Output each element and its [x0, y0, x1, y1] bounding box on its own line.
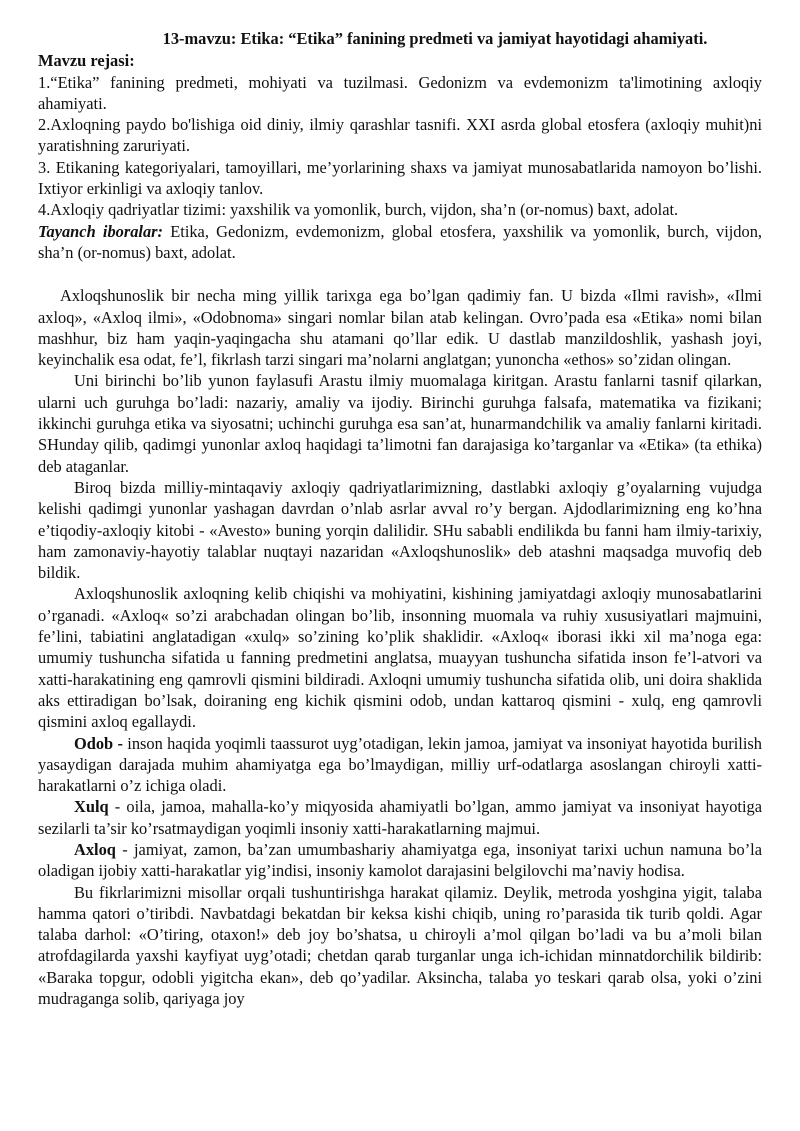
keywords-text: Etika, Gedonizm, evdemonizm, global etosfera, yaxshilik va yomonlik, burch, vijdon, sha’n (or-nomus) baxt, adolat. [38, 221, 762, 262]
definition-term: Axloq [74, 839, 116, 859]
plan-item: 3. Etikaning kategoriyalari, tamoyillari, me’yorlarining shaxs va jamiyat munosabatlarida namoyon bo’lishi. Ixtiyor erkinligi va axloqiy tanlov. [38, 157, 762, 199]
plan-heading: Mavzu rejasi: [38, 51, 135, 71]
document-title: 13-mavzu: Etika: “Etika” fanining predmeti va jamiyat hayotidagi ahamiyati. [162, 29, 708, 48]
definition-text: inson haqida yoqimli taassurot uyg’otadigan, lekin jamoa, jamiyat va insoniyat hayotida burilish yasaydigan darajada muhim ahamiyatga ega bo’lmaydigan, milliy urf-odatlarga asoslangan chiroyli xatti-harakatlarni o’z ichiga oladi. [38, 733, 762, 796]
definition-term: Xulq [74, 797, 109, 817]
body-paragraph: Axloqshunoslik axloqning kelib chiqishi va mohiyatini, kishining jamiyatdagi axloqiy munosabatlarini o’rganadi. «Axloq« so’zi arabchadan olingan bo’lib, insonning muomala va ruhiy xususiyatlari majmuini, fe’lini, tabiatini anglatadigan «xulq» so’zining ko’plik shaklidir. «Axloq« iborasi ikki xil ma’noga ega: umumiy tushuncha sifatida u fanning predmetini anglatsa, muayyan tushuncha sifatida inson fe’l-atvori va xatti-harakatining eng qamrovli qismini bildiradi. Axloqni umumiy tushuncha sifatida olib, uni doira shaklida aks ettiradigan bo’lsak, doiraning eng kichik qismini odob, undan kattaroq qismini - xulq, eng qamrovli qismini axloq egallaydi. [38, 584, 762, 732]
plan-item: 4.Axloqiy qadriyatlar tizimi: yaxshilik va yomonlik, burch, vijdon, sha’n (or-nomus) baxt, adolat. [38, 200, 679, 220]
definition-axloq [38, 839, 762, 882]
section-spacer [38, 263, 762, 285]
definition-odob [38, 733, 762, 797]
body-paragraph: Axloqshunoslik bir necha ming yillik tarixga ega bo’lgan qadimiy fan. U bizda «Ilmi ravish», «Ilmi axloq», «Axloq ilmi», «Odobnoma» singari nomlar bilan atab kelingan. Ovro’pada esa «Etika» nomi bilan mashhur, biz ham yaqin-yaqingacha shu atamani qo’llar edik. U dastlab manzildoshlik, yashash joyi, keyinchalik esa odat, fe’l, fikrlash tarzi singari ma’nolarni anglatgan; yunoncha «ethos» so’zidan olingan. [38, 286, 762, 370]
plan-item: 1.“Etika” fanining predmeti, mohiyati va tuzilmasi. Gedonizm va evdemonizm ta'limotining axloqiy ahamiyati. [38, 72, 762, 113]
body-paragraph: Biroq bizda milliy-mintaqaviy axloqiy qadriyatlarimizning, dastlabki axloqiy g’oyalarning vujudga kelishi qadimgi yunonlar yashagan davrdan o’nlab asrlar avval ro’y bergan. Ajdodlarimizning eng ko’hna e’tiqodiy-axloqiy kitobi - «Avesto» buning yorqin dalilidir. SHu sababli endilikda bu fanni ham ilmiy-tarixiy, ham zamonaviy-hayotiy talablar nuqtayi nazaridan «Axloqshunoslik» deb atashni maqsadga muvofiq deb bildik. [38, 477, 762, 583]
plan-item: 2.Axloqning paydo bo'lishiga oid diniy, ilmiy qarashlar tasnifi. XXI asrda global etosfera (axloqiy muhit)ni yaratishning zaruriyati. [38, 115, 762, 156]
body-paragraph: Bu fikrlarimizni misollar orqali tushuntirishga harakat qilamiz. Deylik, metroda yoshgina yigit, talaba hamma qatori o’tiribdi. Navbatdagi bekatdan bir keksa kishi chiqib, uning ro’parasida tik turib qoldi. Agar talaba darhol: «O’tiring, otaxon!» deb joy bo’shatsa, u chiroyli a’mol qilgan bo’ladi va bu a’moli bilan atrofdagilarda yaxshi kayfiyat uyg’otadi; chetdan qarab turganlar unga ich-ichidan minnatdorchilik bildirib: «Baraka topgur, odobli yigitcha ekan», deb qo’yadilar. Aksincha, talaba yo teskari qarab olsa, yoki o’zini mudraganga solib, qariyaga joy [38, 882, 762, 1009]
keywords-paragraph [38, 221, 762, 264]
body-paragraph: Uni birinchi bo’lib yunon faylasufi Arastu ilmiy muomalaga kiritgan. Arastu fanlarni tasnif qilarkan, ularni uch guruhga bo’ladi: nazariy, amaliy va ijodiy. Birinchi guruhga falsafa, matematika va fizikani; ikkinchi guruhga etika va siyosatni; uchinchi guruhga esa san’at, hunarmandchilik va amaliy fanlarni kiritadi. SHunday qilib, qadimgi yunonlar axloq haqidagi ta’limotni fan darajasiga ko’targanlar va «Etika» (ta ethika) deb ataganlar. [38, 371, 762, 476]
keywords-label: Tayanch iboralar: [38, 221, 164, 241]
definition-text: - oila, jamoa, mahalla-ko’y miqyosida ahamiyatli bo’lgan, ammo jamiyat va insoniyat hayotiga sezilarli ta’sir ko’rsatmaydigan yoqimli insoniy xatti-harakatlarning majmui. [38, 797, 762, 838]
definition-text: - jamiyat, zamon, ba’zan umumbashariy ahamiyatga ega, insoniyat tarixi uchun namuna bo’la oladigan ijobiy xatti-harakatlar yig’indisi, insoniy kamolot darajasini belgilovchi ma’naviy hodisa. [38, 839, 762, 881]
definition-xulq [38, 796, 762, 839]
definition-term: Odob - [74, 733, 123, 753]
